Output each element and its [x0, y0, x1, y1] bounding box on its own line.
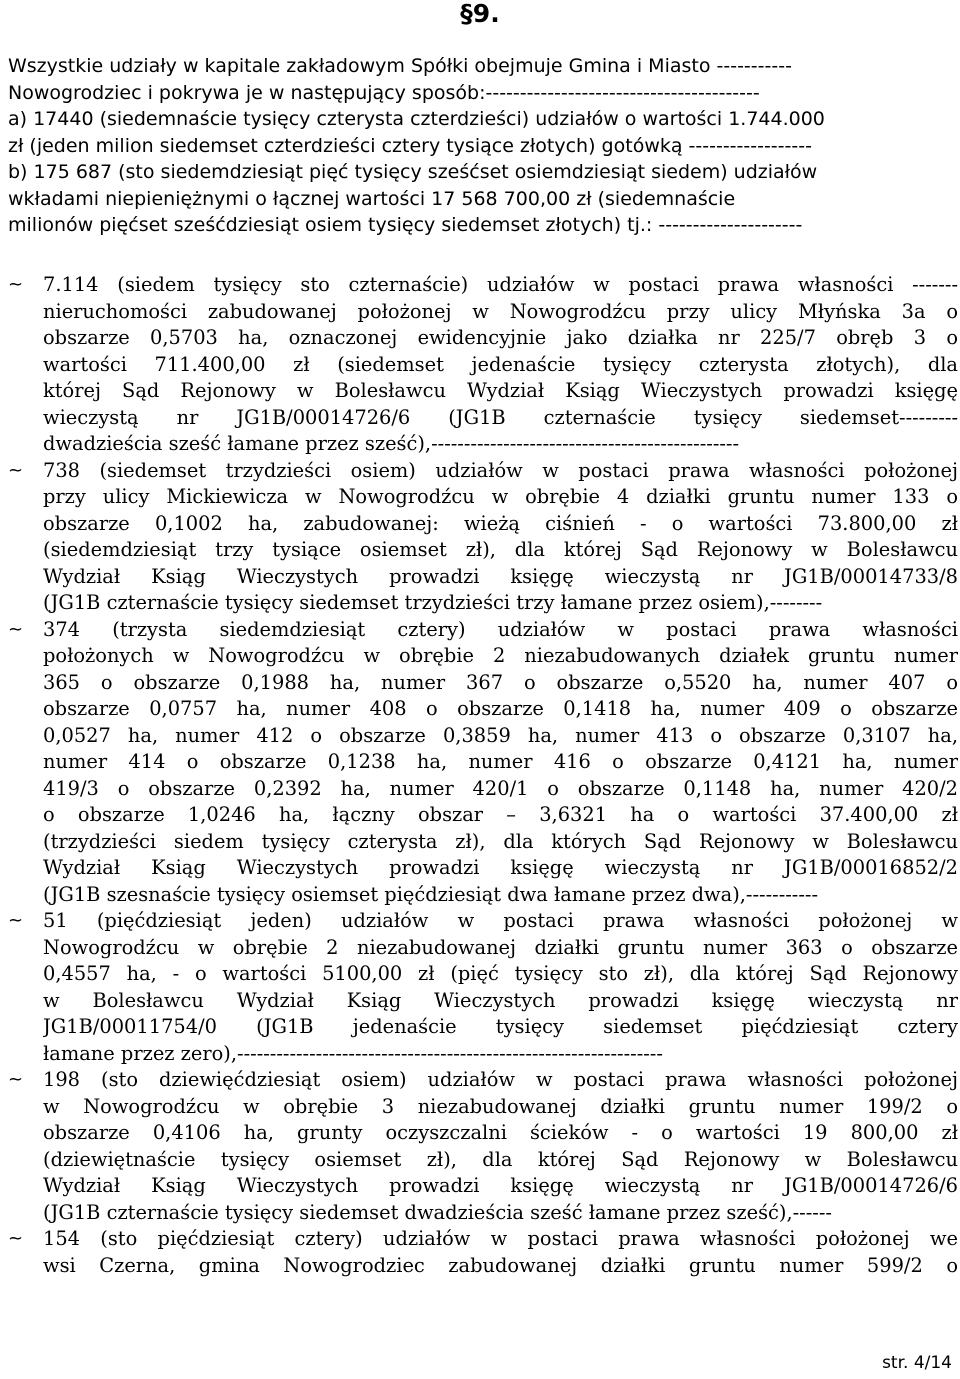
tilde-bullet-icon: ~ — [8, 910, 24, 931]
item-line: 0,0527 ha, numer 412 o obszarze 0,3859 ha, numer 413 o obszarze 0,3107 ha, — [43, 723, 958, 747]
item-line: (siedemdziesiąt trzy tysiące osiemset zł), dla której Sąd Rejonowy w Bolesławcu — [43, 538, 958, 561]
item-line: położonych w Nowogrodźcu w obrębie 2 niezabudowanych działek gruntu numer — [43, 644, 958, 667]
intro-line: wkładami niepieniężnymi o łącznej wartości 17 568 700,00 zł (siedemnaście — [8, 187, 736, 210]
contribution-item — [8, 458, 958, 617]
item-line: o obszarze 1,0246 ha, łączny obszar – 3,6321 ha o wartości 37.400,00 zł — [43, 803, 958, 826]
item-line: wsi Czerna, gmina Nowogrodziec zabudowanej działki gruntu numer 599/2 o — [43, 1253, 958, 1277]
contribution-item — [8, 272, 958, 458]
item-line: (JG1B czternaście tysięcy siedemset trzydzieści trzy łamane przez osiem),-------- — [43, 591, 823, 614]
item-line: 51 (pięćdziesiąt jeden) udziałów w postaci prawa własności położonej w — [43, 909, 958, 932]
item-line: wieczystą nr JG1B/00014726/6 (JG1B czternaście tysięcy siedemset--------- — [43, 405, 958, 429]
item-line: 154 (sto pięćdziesiąt cztery) udziałów w postaci prawa własności położonej we — [43, 1227, 958, 1250]
contribution-item — [8, 1226, 958, 1279]
item-line: 198 (sto dziewięćdziesiąt osiem) udziałów w postaci prawa własności położonej — [43, 1068, 958, 1091]
item-line: Wydział Ksiąg Wieczystych prowadzi księgę wieczystą nr JG1B/00014726/6 — [43, 1174, 958, 1197]
intro-line: zł (jeden milion siedemset czterdzieści cztery tysiące złotych) gotówką ------------------ — [8, 134, 812, 157]
item-line: obszarze 0,4106 ha, grunty oczyszczalni ścieków - o wartości 19 800,00 zł — [43, 1121, 958, 1144]
contribution-item — [8, 908, 958, 1067]
item-line: 7.114 (siedem tysięcy sto czternaście) udziałów w postaci prawa własności ------- — [43, 273, 958, 296]
item-line: 0,4557 ha, - o wartości 5100,00 zł (pięć tysięcy sto zł), dla której Sąd Rejonowy — [43, 962, 958, 985]
contribution-list — [8, 272, 958, 1279]
item-line: 374 (trzysta siedemdziesiąt cztery) udziałów w postaci prawa własności — [43, 617, 958, 641]
tilde-bullet-icon: ~ — [8, 1069, 24, 1090]
item-line: Nowogrodźcu w obrębie 2 niezabudowanej działki gruntu numer 363 o obszarze — [43, 935, 958, 959]
item-line: w Nowogrodźcu w obrębie 3 niezabudowanej działki gruntu numer 199/2 o — [43, 1094, 958, 1118]
item-line: obszarze 0,1002 ha, zabudowanej: wieżą ciśnień - o wartości 73.800,00 zł — [43, 511, 958, 535]
tilde-bullet-icon: ~ — [8, 459, 24, 481]
item-line: łamane przez zero),----------------------------------------------------------------- — [43, 1041, 663, 1065]
item-line: 419/3 o obszarze 0,2392 ha, numer 420/1 o obszarze 0,1148 ha, numer 420/2 — [43, 776, 958, 800]
tilde-bullet-icon: ~ — [8, 1228, 24, 1249]
item-line: nieruchomości zabudowanej położonej w Nowogrodźcu przy ulicy Młyńska 3a o — [43, 299, 958, 323]
intro-line: milionów pięćset sześćdziesiąt osiem tysięcy siedemset złotych) tj.: --------------------- — [8, 214, 803, 236]
item-line: (JG1B czternaście tysięcy siedemset dwadzieścia sześć łamane przez sześć),------ — [43, 1200, 832, 1224]
intro-paragraph — [8, 53, 953, 239]
item-line: 365 o obszarze 0,1988 ha, numer 367 o obszarze o,5520 ha, numer 407 o — [43, 670, 958, 694]
tilde-bullet-icon: ~ — [8, 274, 24, 295]
intro-line: b) 175 687 (sto siedemdziesiąt pięć tysięcy sześćset osiemdziesiąt siedem) udziałów — [8, 161, 818, 183]
item-line: 738 (siedemset trzydzieści osiem) udziałów w postaci prawa własności położonej — [43, 458, 958, 482]
item-line: (dziewiętnaście tysięcy osiemset zł), dla której Sąd Rejonowy w Bolesławcu — [43, 1147, 958, 1171]
intro-line: Nowogrodziec i pokrywa je w następujący sposób:---------------------------------------- — [8, 81, 760, 104]
item-line: przy ulicy Mickiewicza w Nowogrodźcu w obrębie 4 działki gruntu numer 133 o — [43, 485, 958, 508]
item-line: wartości 711.400,00 zł (siedemset jedenaście tysięcy czterysta złotych), dla — [43, 352, 958, 376]
contribution-item — [8, 1067, 958, 1226]
intro-line: a) 17440 (siedemnaście tysięcy czterysta czterdzieści) udziałów o wartości 1.744.000 — [8, 108, 825, 130]
section-heading: §9. — [460, 0, 500, 28]
item-line: w Bolesławcu Wydział Ksiąg Wieczystych prowadzi księgę wieczystą nr — [43, 988, 958, 1012]
item-line: (trzydzieści siedem tysięcy czterysta zł), dla których Sąd Rejonowy w Bolesławcu — [43, 829, 958, 853]
item-line: Wydział Ksiąg Wieczystych prowadzi księgę wieczystą nr JG1B/00016852/2 — [43, 856, 958, 879]
contribution-item — [8, 617, 958, 909]
item-line: numer 414 o obszarze 0,1238 ha, numer 416 o obszarze 0,4121 ha, numer — [43, 750, 958, 773]
item-line: dwadzieścia sześć łamane przez sześć),----------------------------------------------- — [43, 432, 740, 455]
item-line: Wydział Ksiąg Wieczystych prowadzi księgę wieczystą nr JG1B/00014733/8 — [43, 564, 958, 588]
item-line: (JG1B szesnaście tysięcy osiemset pięćdziesiąt dwa łamane przez dwa),----------- — [43, 882, 819, 906]
intro-line: Wszystkie udziały w kapitale zakładowym Spółki obejmuje Gmina i Miasto ----------- — [8, 55, 792, 77]
item-line: obszarze 0,0757 ha, numer 408 o obszarze 0,1418 ha, numer 409 o obszarze — [43, 697, 958, 720]
item-line: JG1B/00011754/0 (JG1B jedenaście tysięcy siedemset pięćdziesiąt cztery — [43, 1015, 958, 1038]
item-line: obszarze 0,5703 ha, oznaczonej ewidencyjnie jako działka nr 225/7 obręb 3 o — [43, 326, 958, 349]
tilde-bullet-icon: ~ — [8, 618, 24, 640]
item-line: której Sąd Rejonowy w Bolesławcu Wydział Ksiąg Wieczystych prowadzi księgę — [43, 379, 958, 402]
page-number: str. 4/14 — [882, 1353, 952, 1373]
